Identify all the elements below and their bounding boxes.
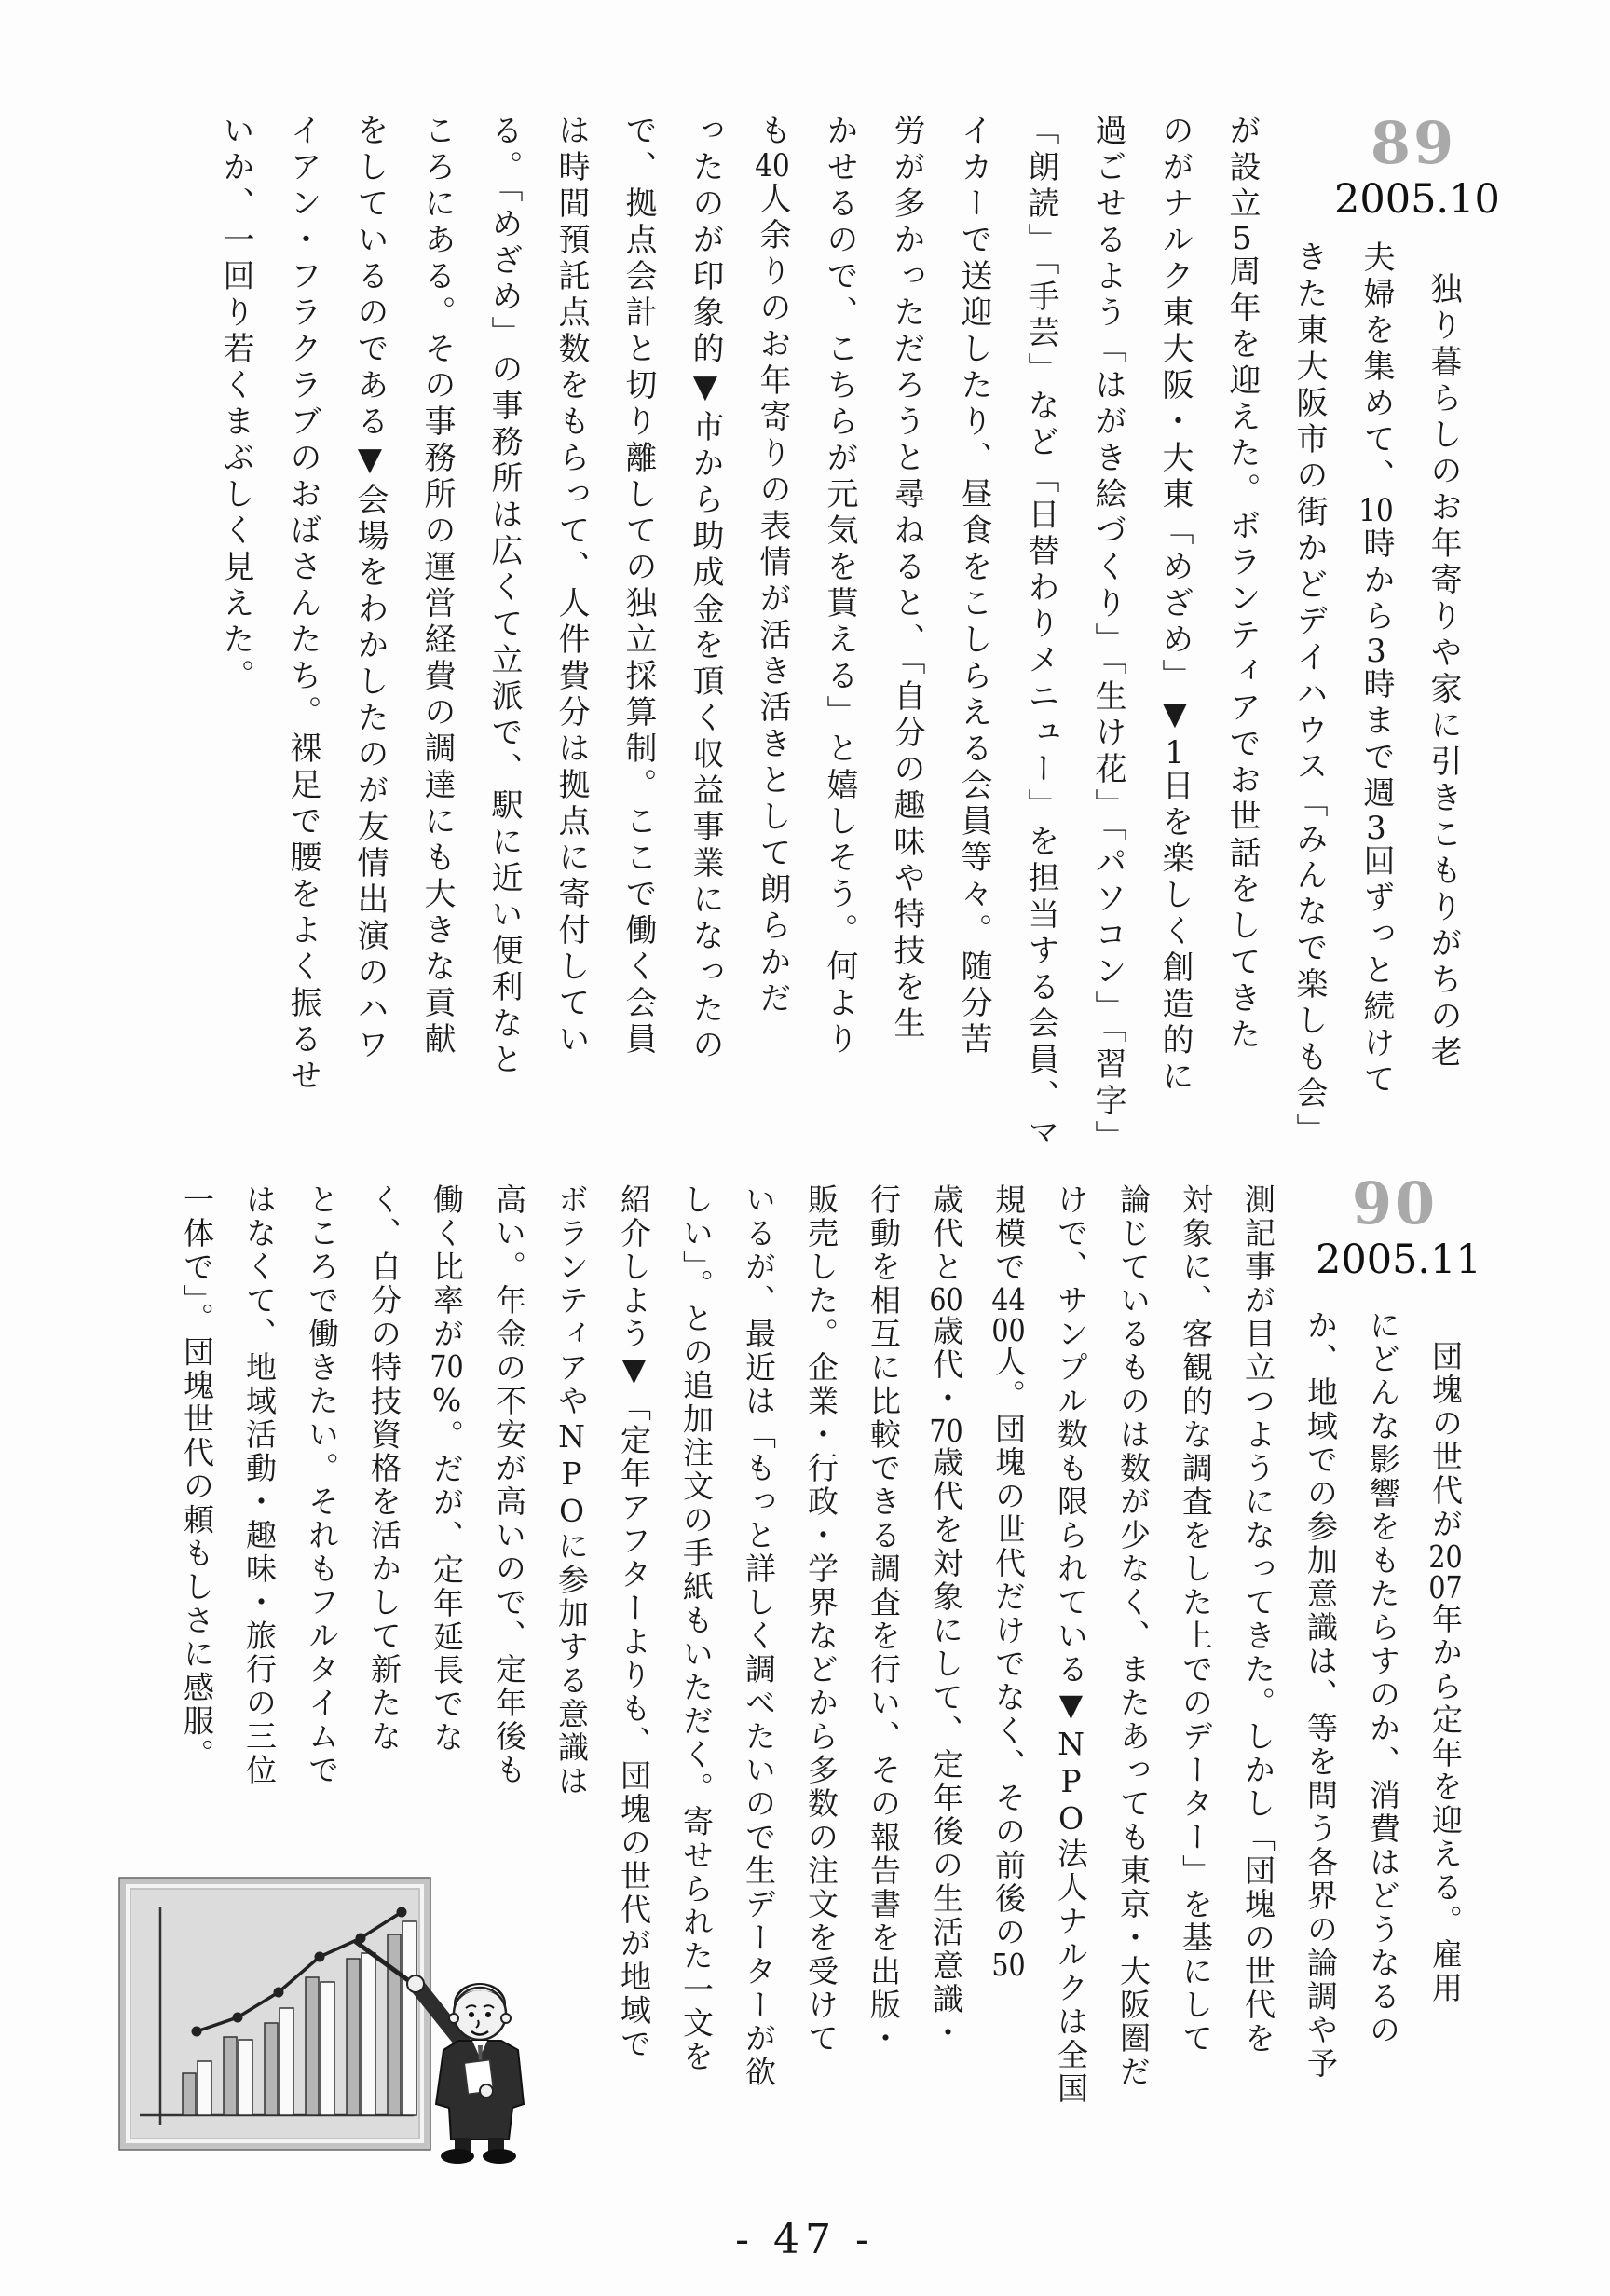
page-number: - 47 - [735, 2216, 875, 2263]
text-column: る。「めざめ」の事務所は広くて立派で、駅に近い便利なと [485, 114, 523, 1079]
text-column: をしているのである▼会場をわかしたのが友情出演のハワ [351, 114, 389, 1064]
presenter-head [454, 1988, 506, 2040]
text-column: イカーで送迎したり、昼食をこしらえる会員等々。随分苦 [955, 114, 992, 1059]
chart-board [119, 1878, 430, 2150]
section-89-date: 2005.10 [1334, 176, 1500, 223]
text-column: のがナルク東大阪・大東「めざめ」▼1日を楽しく創造的に [1156, 114, 1194, 1096]
section-90-date: 2005.11 [1316, 1237, 1481, 1283]
text-column: 働く比率が70%。だが、定年延長でな [429, 1183, 465, 1755]
text-column: 測記事が目立つようになってきた。しかし「団塊の世代を [1240, 1183, 1276, 2056]
text-column: で、拠点会計と切り離しての独立採算制。ここで働く会員 [620, 114, 657, 1059]
section-89-number: 89 [1370, 109, 1457, 177]
text-column: も40人余りのお年寄りの表情が活き活きとして朗らかだ [754, 114, 791, 1018]
presenter-shoe-right [483, 2149, 516, 2164]
text-column: ころにある。その事務所の運営経費の調達にも大きな貢献 [418, 114, 456, 1059]
text-column: 規模で4400人。団塊の世代だけでなく、その前後の50 [990, 1183, 1027, 1980]
text-column: いるが、最近は「もっと詳しく調べたいので生データーが欲 [741, 1183, 777, 2089]
text-column: 論じているものは数が少なく、またあっても東京・大阪圏だ [1115, 1183, 1152, 2089]
chart-presenter-illustration [102, 1864, 559, 2171]
text-column: 対象に、客観的な調査をした上でのデーター」を基にして [1178, 1183, 1214, 2056]
text-column: ボランティアやNPOに参加する意識は [553, 1183, 590, 1798]
text-column: 一体で」。団塊世代の頼もしさに感服。 [179, 1183, 215, 1772]
text-column: にどんな影響をもたらすのか、消費はどうなるの [1365, 1309, 1401, 2047]
text-column: は時間預託点数をもらって、人件費分は拠点に寄付してい [553, 114, 590, 1059]
text-column: 「朗読」「手芸」など「日替わりメニュー」を担当する会員、マ [1022, 114, 1059, 1152]
text-column: きた東大阪市の街かどデイハウス「みんなで楽しも会」 [1290, 240, 1328, 1149]
text-column: が設立5周年を迎えた。ボランティアでお世話をしてきた [1223, 114, 1261, 1054]
text-column: 独り暮らしのお年寄りや家に引きこもりがちの老 [1425, 272, 1462, 1072]
presenter-shoe-left [441, 2149, 474, 2164]
text-column: 夫婦を集めて、10時から3時まで週3回ずっと続けて [1358, 240, 1395, 1099]
presenter-hand [407, 1975, 424, 1992]
text-column: 歳代と60歳代・70歳代を対象にして、定年後の生活意識・ [928, 1183, 964, 2050]
text-column: ところで働きたい。それもフルタイムで [304, 1183, 340, 1787]
text-column: く、自分の特技資格を活かして新たな [366, 1183, 402, 1754]
section-89-text [202, 114, 1477, 1156]
text-column: いか、一回り若くまぶしく見えた。 [217, 114, 254, 695]
text-column: 行動を相互に比較できる調査を行い、その報告書を出版・ [866, 1183, 902, 2056]
text-column: ったのが印象的▼市から助成金を頂く収益事業になったの [687, 114, 724, 1064]
text-column: しい」。との追加注文の手紙もいただく。寄せられた一文を [678, 1183, 715, 2074]
text-column: イアン・フラクラブのおばさんたち。裸足で腰をよく振るせ [284, 114, 321, 1095]
text-column: けで、サンプル数も限られている▼NPO法人ナルクは全国 [1053, 1183, 1089, 2106]
presenter-eye-right [485, 2012, 491, 2017]
text-column: 販売した。企業・行政・学界などから多数の注文を受けて [803, 1183, 839, 2056]
text-column: 紹介しよう▼「定年アフターよりも、団塊の世代が地域で [616, 1183, 652, 2061]
presenter-hand-2 [480, 2084, 493, 2098]
text-column: 団塊の世代が2007年から定年を迎える。雇用 [1427, 1340, 1464, 2005]
text-column: か、地域での参加意識は、等を問う各界の論調や予 [1303, 1309, 1339, 2081]
text-column: はなくて、地域活動・趣味・旅行の三位 [241, 1183, 278, 1787]
text-column: 高い。年金の不安が高いので、定年後も [491, 1183, 527, 1787]
presenter-eye-left [469, 2012, 474, 2017]
text-column: 労が多かっただろうと尋ねると、「自分の趣味や特技を生 [888, 114, 925, 1043]
text-column: 過ごせるよう「はがき絵づくり」「生け花」「パソコン」「習字」 [1089, 114, 1126, 1156]
section-90-number: 90 [1351, 1169, 1439, 1237]
text-column: かせるので、こちらが元気を貰える」と嬉しそう。何より [821, 114, 858, 1059]
